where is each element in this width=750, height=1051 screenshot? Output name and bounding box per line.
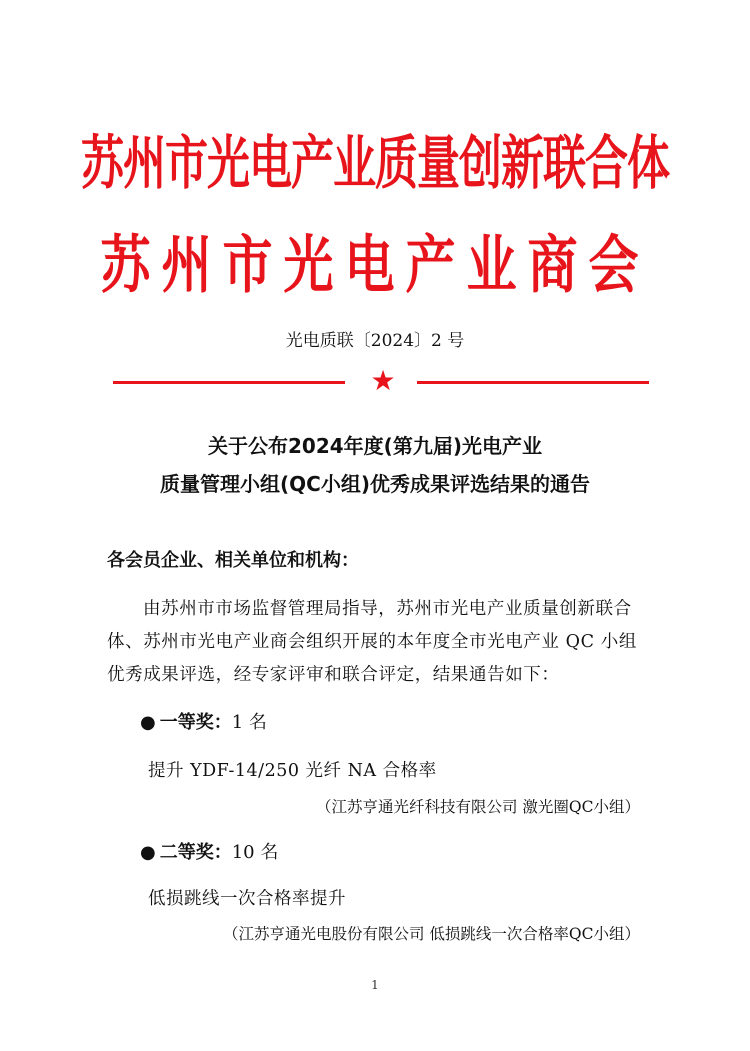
award-second-prize <box>140 838 278 864</box>
salutation: 各会员企业、相关单位和机构： <box>107 550 359 571</box>
award-count: 1 名 <box>231 712 267 733</box>
award-project: 提升 YDF-14/250 光纤 NA 合格率 <box>148 761 437 781</box>
star-icon: ★ <box>370 364 396 397</box>
issuer-name-1: 苏州市光电产业质量创新联合体 <box>81 130 669 198</box>
award-label: 一等奖： <box>159 712 232 733</box>
award-unit: （江苏亨通光电股份有限公司 低损跳线一次合格率QC小组） <box>223 925 640 943</box>
notice-title-line-1: 关于公布2024年度(第九届)光电产业 <box>208 434 542 458</box>
award-project: 低损跳线一次合格率提升 <box>148 889 346 909</box>
red-divider-right <box>417 381 649 384</box>
page-number: 1 <box>371 978 379 992</box>
issuer-name-2: 苏州市光电产业商会 <box>100 227 650 302</box>
award-count: 10 名 <box>231 842 279 863</box>
award-first-prize <box>140 708 267 734</box>
award-label: 二等奖： <box>159 842 232 863</box>
body-paragraph: 由苏州市市场监督管理局指导，苏州市光电产业质量创新联合体、苏州市光电产业商会组织开展的本年度全市光电产业 QC 小组优秀成果评选，经专家评审和联合评定，结果通告如下： <box>107 599 637 685</box>
bullet-icon: ● <box>140 842 156 863</box>
notice-title-line-2: 质量管理小组(QC小组)优秀成果评选结果的通告 <box>160 472 590 496</box>
document-number: 光电质联〔2024〕2 号 <box>285 331 465 351</box>
award-unit: （江苏亨通光纤科技有限公司 激光圈QC小组） <box>316 798 640 816</box>
bullet-icon: ● <box>140 712 156 733</box>
red-divider-left <box>113 381 345 384</box>
